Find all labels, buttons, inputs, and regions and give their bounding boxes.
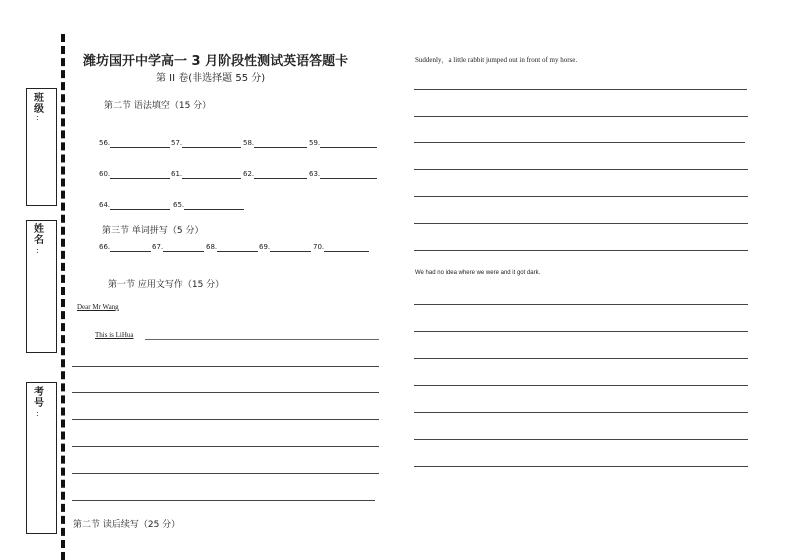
continuation-line[interactable] (414, 466, 748, 467)
letter-greeting: Dear Mr Wang (77, 303, 119, 311)
exam-number-label: 考号 (34, 387, 44, 409)
continuation-line[interactable] (414, 385, 748, 386)
continuation-line[interactable] (414, 89, 747, 90)
answer-blank[interactable] (320, 147, 377, 148)
writing-line[interactable] (72, 473, 379, 474)
blank-number: 58. (243, 139, 255, 147)
page-subtitle: 第 II 卷(非选择题 55 分) (156, 73, 266, 84)
answer-blank[interactable] (163, 251, 204, 252)
answer-blank[interactable] (110, 209, 170, 210)
answer-blank[interactable] (110, 147, 170, 148)
exam-number-box[interactable] (26, 382, 57, 534)
blank-number: 61. (171, 170, 183, 178)
continuation-line[interactable] (414, 304, 748, 305)
answer-blank[interactable] (254, 178, 307, 179)
blank-number: 57. (171, 139, 183, 147)
continuation-line[interactable] (414, 116, 748, 117)
blank-number: 67. (152, 243, 164, 251)
name-box[interactable] (26, 220, 57, 353)
spelling-section-title: 第三节 单词拼写（5 分） (102, 226, 204, 236)
answer-blank[interactable] (184, 209, 244, 210)
answer-blank[interactable] (217, 251, 258, 252)
blank-number: 65. (173, 201, 185, 209)
blank-number: 70. (313, 243, 325, 251)
answer-blank[interactable] (324, 251, 369, 252)
writing-line[interactable] (72, 419, 379, 420)
continuation-line[interactable] (414, 358, 748, 359)
answer-blank[interactable] (182, 178, 241, 179)
answer-blank[interactable] (270, 251, 311, 252)
paragraph2-start: We had no idea where we were and it got dark. (415, 270, 541, 276)
blank-number: 69. (259, 243, 271, 251)
continuation-line[interactable] (414, 439, 748, 440)
writing-line[interactable] (145, 339, 379, 340)
name-label: 姓名 (34, 224, 44, 246)
continuation-line[interactable] (414, 169, 748, 170)
continuation-line[interactable] (414, 223, 748, 224)
exam-number-colon: : (36, 409, 39, 418)
class-colon: : (36, 113, 39, 122)
answer-blank[interactable] (110, 251, 151, 252)
answer-blank[interactable] (254, 147, 307, 148)
continuation-section-title: 第二节 读后续写（25 分） (73, 520, 181, 530)
class-label: 班级 (34, 93, 44, 115)
class-box[interactable] (26, 88, 57, 206)
writing-line[interactable] (72, 446, 379, 447)
answer-blank[interactable] (110, 178, 170, 179)
letter-opening: This is LiHua (95, 331, 134, 339)
page-title: 潍坊国开中学高一 3 月阶段性测试英语答题卡 (83, 54, 349, 69)
writing-line[interactable] (72, 366, 379, 367)
writing-section-title: 第一节 应用文写作（15 分） (108, 280, 225, 290)
continuation-line[interactable] (414, 196, 748, 197)
answer-blank[interactable] (182, 147, 241, 148)
blank-number: 66. (99, 243, 111, 251)
answer-blank[interactable] (320, 178, 377, 179)
continuation-line[interactable] (414, 331, 748, 332)
writing-line[interactable] (72, 500, 375, 501)
continuation-line[interactable] (414, 412, 748, 413)
continuation-line[interactable] (414, 250, 748, 251)
paragraph1-start: Suddenly，a little rabbit jumped out in front of my horse. (415, 56, 578, 64)
blank-number: 56. (99, 139, 111, 147)
blank-number: 64. (99, 201, 111, 209)
blank-number: 63. (309, 170, 321, 178)
writing-line[interactable] (72, 392, 379, 393)
continuation-line[interactable] (414, 142, 745, 143)
blank-number: 62. (243, 170, 255, 178)
blank-number: 68. (206, 243, 218, 251)
grammar-section-title: 第二节 语法填空（15 分） (104, 101, 212, 111)
blank-number: 59. (309, 139, 321, 147)
blank-number: 60. (99, 170, 111, 178)
name-colon: : (36, 246, 39, 255)
binding-dashed-line (61, 34, 65, 560)
